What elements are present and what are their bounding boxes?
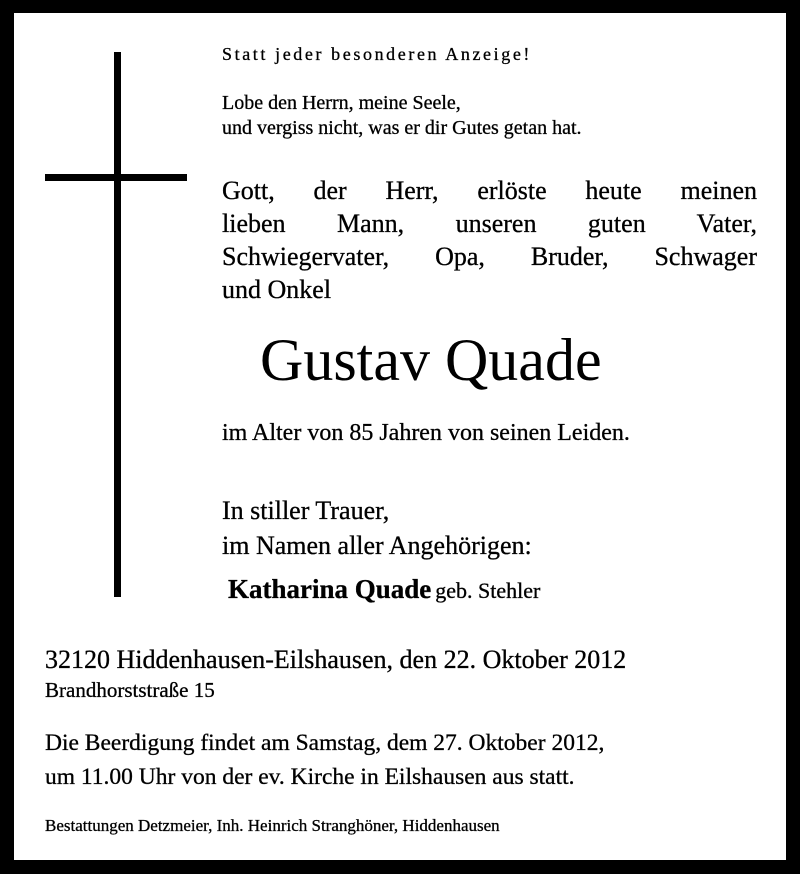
mourner-name: Katharina Quade bbox=[228, 574, 432, 604]
age-line: im Alter von 85 Jahren von seinen Leiden. bbox=[222, 420, 630, 446]
announcement-line: und Onkel bbox=[222, 275, 332, 304]
mourner bbox=[228, 574, 540, 605]
psalm-line: Lobe den Herrn, meine Seele, bbox=[222, 92, 461, 114]
announcement-line: Gott, der Herr, erlöste heute meinen bbox=[222, 176, 757, 205]
undertaker: Bestattungen Detzmeier, Inh. Heinrich Stranghöner, Hiddenhausen bbox=[45, 816, 500, 835]
funeral-line: um 11.00 Uhr von der ev. Kirche in Eilshausen aus statt. bbox=[45, 764, 575, 790]
psalm-line: und vergiss nicht, was er dir Gutes getan hat. bbox=[222, 117, 582, 139]
cross-vertical bbox=[114, 52, 121, 597]
mourner-suffix: geb. Stehler bbox=[435, 578, 541, 603]
mourning-line: In stiller Trauer, bbox=[222, 496, 390, 525]
header-text: Statt jeder besonderen Anzeige! bbox=[222, 44, 533, 64]
street-address: Brandhorststraße 15 bbox=[45, 678, 215, 702]
mourning-line: im Namen aller Angehörigen: bbox=[222, 531, 532, 560]
place-date: 32120 Hiddenhausen-Eilshausen, den 22. Oktober 2012 bbox=[45, 645, 627, 674]
announcement-line: Schwiegervater, Opa, Bruder, Schwager bbox=[222, 242, 757, 271]
cross-horizontal bbox=[45, 174, 187, 181]
deceased-name: Gustav Quade bbox=[260, 327, 602, 393]
funeral-line: Die Beerdigung findet am Samstag, dem 27. Oktober 2012, bbox=[45, 730, 605, 756]
announcement-line: lieben Mann, unseren guten Vater, bbox=[222, 209, 757, 238]
